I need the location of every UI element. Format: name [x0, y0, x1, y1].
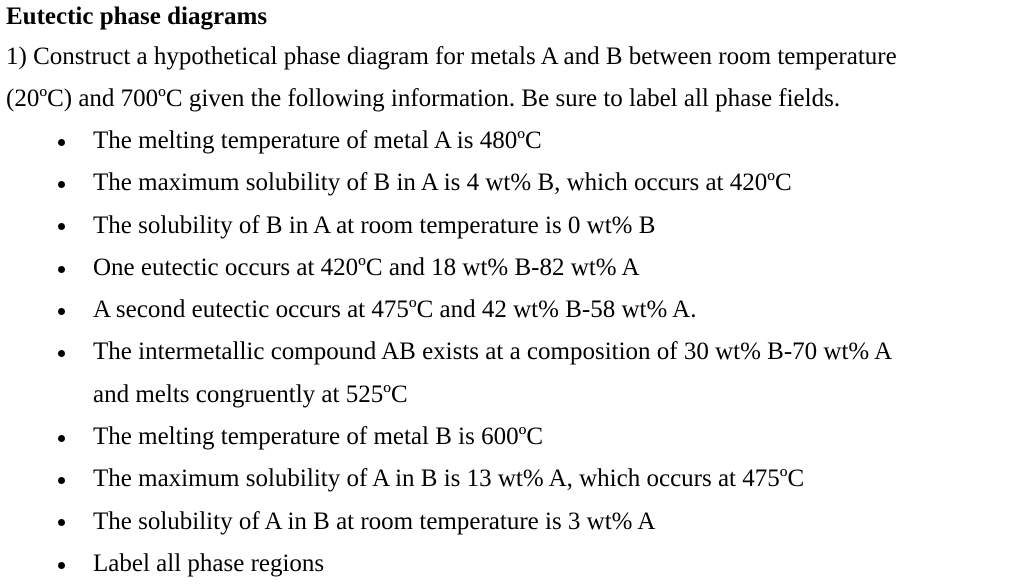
bullet-icon — [54, 289, 68, 331]
bullet-icon — [54, 247, 68, 289]
bullet-icon — [54, 543, 68, 585]
list-item-text: The solubility of A in B at room temperature is 3 wt% A — [93, 507, 656, 535]
bullet-icon — [54, 120, 68, 162]
list-item — [6, 543, 1024, 585]
list-item-text: Label all phase regions — [93, 549, 325, 577]
bullet-icon — [54, 331, 68, 373]
list-item — [6, 416, 1024, 458]
list-item — [6, 331, 1024, 416]
question-text — [6, 36, 1022, 120]
list-item-text: The melting temperature of metal B is 600ºC — [93, 423, 543, 451]
question-line-2: (20ºC) and 700ºC given the following information. Be sure to label all phase fields. — [6, 85, 841, 112]
list-item-text: A second eutectic occurs at 475ºC and 42 wt% B-58 wt% A. — [93, 296, 697, 324]
list-item — [6, 501, 1024, 543]
list-item-text: The intermetallic compound AB exists at a composition of 30 wt% B-70 wt% A — [93, 338, 893, 366]
list-item-text: The maximum solubility of A in B is 13 wt% A, which occurs at 475ºC — [93, 465, 805, 493]
bullet-icon — [54, 416, 68, 458]
requirements-list — [6, 120, 1024, 585]
bullet-icon — [54, 205, 68, 247]
bullet-icon — [54, 458, 68, 500]
list-item — [6, 205, 1024, 247]
list-item-text: The maximum solubility of B in A is 4 wt% B, which occurs at 420ºC — [93, 169, 792, 197]
list-item-text: The melting temperature of metal A is 480ºC — [93, 127, 542, 154]
list-item — [6, 458, 1024, 500]
list-item — [6, 247, 1024, 289]
list-item — [6, 289, 1024, 331]
question-line-1: 1) Construct a hypothetical phase diagram for metals A and B between room temperature — [6, 43, 897, 70]
list-item-text: The solubility of B in A at room temperature is 0 wt% B — [93, 211, 656, 239]
bullet-icon — [54, 501, 68, 543]
page-title: Eutectic phase diagrams — [6, 3, 268, 30]
bullet-icon — [54, 162, 68, 204]
list-item — [6, 162, 1024, 204]
list-item — [6, 120, 1024, 162]
list-item-text-continued: and melts congruently at 525ºC — [93, 380, 408, 408]
list-item-text: One eutectic occurs at 420ºC and 18 wt% B-82 wt% A — [93, 253, 640, 281]
